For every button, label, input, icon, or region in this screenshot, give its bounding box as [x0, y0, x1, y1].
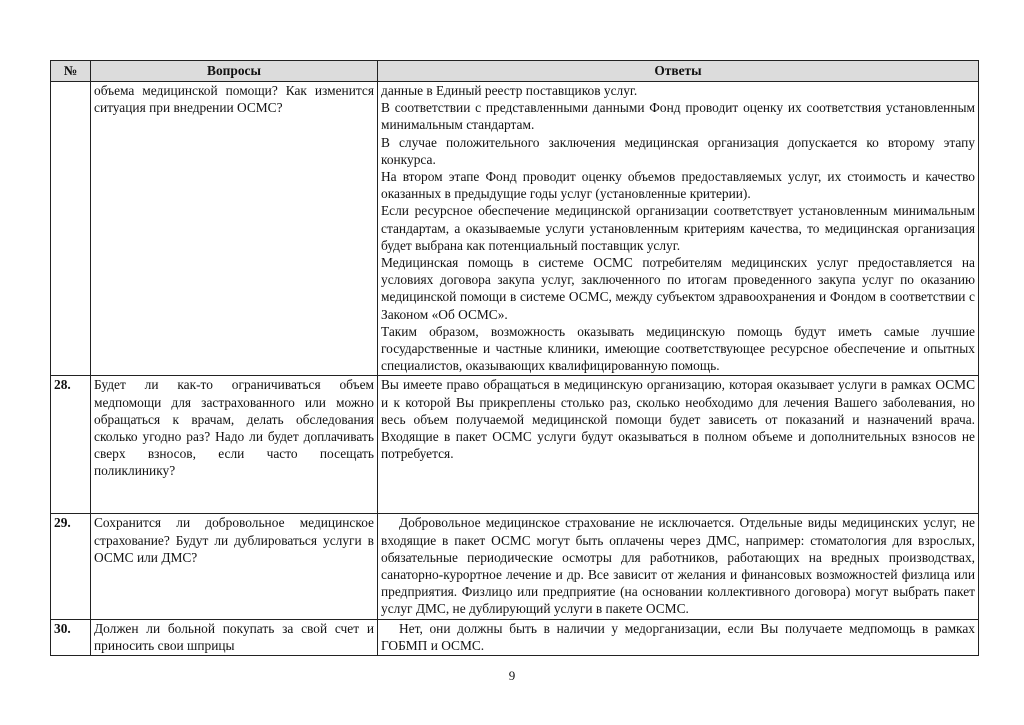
- question-cell: Будет ли как-то ограничиваться объем медпомощи для застрахованного или можно обращаться к врачам, делать обследования сколько угодно раз? Надо ли будет доплачивать сверх взносов, если часто посещать поликлинику?: [91, 376, 378, 514]
- page-number: 9: [508, 668, 516, 683]
- row-number: 30.: [51, 619, 91, 655]
- answer-paragraph: Если ресурсное обеспечение медицинской организации соответствует установленным минимальным стандартам, а оказываемые услуги установленным критериям качества, то медицинская организация будет выбрана как потенциальный поставщик услуг.: [381, 203, 975, 253]
- question-cell: Должен ли больной покупать за свой счет и приносить свои шприцы: [91, 619, 378, 655]
- table-row: [51, 376, 979, 514]
- table-row: [51, 514, 979, 619]
- answer-cell: [378, 376, 979, 514]
- question-cell: объема медицинской помощи? Как изменится ситуация при внедрении ОСМС?: [91, 82, 378, 376]
- answer-cell: [378, 514, 979, 619]
- answer-paragraph: Медицинская помощь в системе ОСМС потребителям медицинских услуг предоставляется на условиях договора закупа услуг, заключенного по итогам проведенного закупа услуг по оказанию медицинской помощи в системе ОСМС, между субъектом здравоохранения и Фондом в соответствии с Законом «Об ОСМС».: [381, 255, 975, 322]
- answer-paragraph: На втором этапе Фонд проводит оценку объемов предоставляемых услуг, их стоимость и качество оказанных в предыдущие годы услуг (установленные критерии).: [381, 169, 975, 202]
- answer-paragraph: Таким образом, возможность оказывать медицинскую помощь будут иметь самые лучшие государственные и частные клиники, имеющие соответствующее ресурсное обеспечение и опытных специалистов, оказывающих квалифицированную помощь.: [381, 323, 975, 374]
- row-number: 28.: [51, 376, 91, 514]
- header-questions: Вопросы: [91, 61, 378, 82]
- answer-cell: [378, 619, 979, 655]
- table-row: [51, 619, 979, 655]
- table-header-row: [51, 61, 979, 82]
- answer-cell: [378, 82, 979, 376]
- answer-paragraph: В случае положительного заключения медицинская организация допускается ко второму этапу конкурса.: [381, 134, 975, 167]
- qa-table: [50, 60, 979, 656]
- question-cell: Сохранится ли добровольное медицинское страхование? Будут ли дублироваться услуги в ОСМС или ДМС?: [91, 514, 378, 619]
- answer-paragraph: данные в Единый реестр поставщиков услуг.: [381, 83, 638, 98]
- answer-paragraph: Добровольное медицинское страхование не исключается. Отдельные виды медицинских услуг, не входящие в пакет ОСМС могут быть оплачены через ДМС, например: стоматология для взрослых, обязательные периодические осмотры для работников, работающих на вредных производствах, санаторно-курортное лечение и др. Все зависит от желания и финансовых возможностей физлица или предприятия. Физлицо или предприятие (на основании коллективного договора) могут выбрать пакет услуг ДМС, не дублирующий услуги в пакете ОСМС.: [381, 515, 975, 617]
- answer-paragraph: Нет, они должны быть в наличии у медорганизации, если Вы получаете медпомощь в рамках ГОБМП и ОСМС.: [381, 620, 975, 653]
- header-number: №: [51, 61, 91, 82]
- answer-paragraph: Вы имеете право обращаться в медицинскую организацию, которая оказывает услуги в рамках ОСМС и к которой Вы прикреплены столько раз, сколько необходимо для лечения Вашего заболевания, но весь объем получаемой медицинской помощи будет зависеть от показаний и назначений врача. Входящие в пакет ОСМС услуги будут оказываться в полном объеме и дополнительных взносов не потребуется.: [381, 377, 975, 462]
- row-number: [51, 82, 91, 376]
- answer-paragraph: В соответствии с представленными данными Фонд проводит оценку их соответствия установленным минимальным стандартам.: [381, 100, 975, 133]
- header-answers: Ответы: [378, 61, 979, 82]
- table-row: [51, 82, 979, 376]
- row-number: 29.: [51, 514, 91, 619]
